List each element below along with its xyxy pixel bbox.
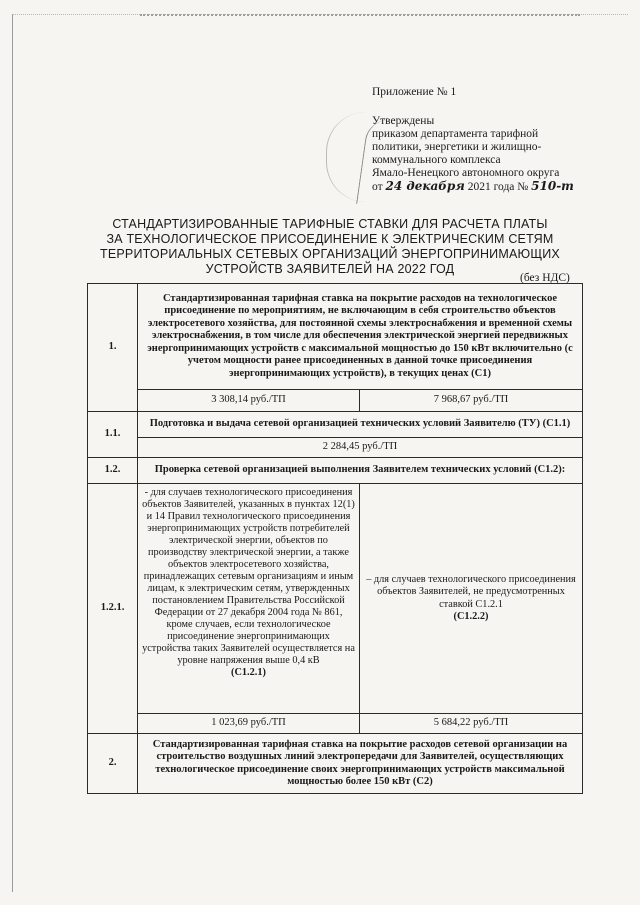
row-description: Стандартизированная тарифная ставка на покрытие расходов сетевой организации на строительство воздушных линий электропередачи для Заявителей, осуществляющих технологическое присоединение своих энергопринимающих устройств максимальной мощностью более 150 кВт (С2) — [138, 734, 583, 794]
date-suffix: 2021 года № — [467, 181, 529, 193]
title-line: ЗА ТЕХНОЛОГИЧЕСКОЕ ПРИСОЕДИНЕНИЕ К ЭЛЕКТРИЧЕСКИМ СЕТЯМ — [106, 232, 554, 246]
row-description: Подготовка и выдача сетевой организацией технических условий Заявителю (ТУ) (С1.1) — [138, 412, 583, 438]
title-line: УСТРОЙСТВ ЗАЯВИТЕЛЕЙ НА 2022 ГОД — [205, 262, 455, 276]
title-line: СТАНДАРТИЗИРОВАННЫЕ ТАРИФНЫЕ СТАВКИ ДЛЯ РАСЧЕТА ПЛАТЫ — [112, 217, 548, 231]
rate-value: 1 023,69 руб./ТП — [138, 714, 360, 734]
appendix-label: Приложение № 1 — [372, 86, 457, 98]
row-number: 2. — [88, 734, 138, 794]
row-number: 1.1. — [88, 412, 138, 458]
subcase-left — [138, 484, 360, 714]
rate-value: 5 684,22 руб./ТП — [360, 714, 583, 734]
document-title — [100, 217, 560, 277]
subcase-left-text: - для случаев технологического присоединения объектов Заявителей, указанных в пунктах 12(1) и 14 Правил технологического присоединения энергопринимающих устройств потребителей электрической энергии, объектов по производству электрической энергии, а также объектов электросетевого хозяйства, принадлежащих сетевым организациям и иным лицам, к электрическим сетям, утвержденных постановлением Правительства Российской Федерации от 27 декабря 2004 года № 861, кроме случаев, если технологическое присоединение энергопринимающих устройства таких Заявителей осуществляется на уровне напряжения выше 0,4 кВ — [142, 487, 355, 666]
table-row — [88, 412, 583, 438]
scan-noise — [140, 14, 580, 17]
rate-value: 2 284,45 руб./ТП — [138, 438, 583, 458]
approval-block — [372, 86, 622, 194]
table-row — [88, 458, 583, 484]
rate-value: 7 968,67 руб./ТП — [360, 390, 583, 412]
approval-line: приказом департамента тарифной — [372, 128, 539, 140]
table-row — [88, 438, 583, 458]
subcase-right — [360, 484, 583, 714]
table-row — [88, 734, 583, 794]
subcase-left-code: (С1.2.1) — [231, 667, 266, 678]
table-row — [88, 714, 583, 734]
row-description: Проверка сетевой организацией выполнения Заявителем технических условий (С1.2): — [138, 458, 583, 484]
tariff-table — [87, 283, 583, 794]
table-row — [88, 390, 583, 412]
date-prefix: от — [372, 181, 383, 193]
order-number-handwritten: 510-т — [531, 179, 574, 193]
approval-line: Ямало-Ненецкого автономного округа — [372, 167, 560, 179]
title-line: ТЕРРИТОРИАЛЬНЫХ СЕТЕВЫХ ОРГАНИЗАЦИЙ ЭНЕРГОПРИНИМАЮЩИХ — [100, 247, 560, 261]
row-description: Стандартизированная тарифная ставка на покрытие расходов на технологическое присоединение по мероприятиям, не включающим в себя строительство объектов электросетевого хозяйства, для постоянной схемы электроснабжения и временной схемы электроснабжения, в том числе для обеспечения электрической энергией передвижных энергопринимающих устройств с максимальной мощностью до 150 кВт включительно (с учетом мощности ранее присоединенных в данной точке присоединения энергопринимающих устройств), в текущих ценах (С1) — [138, 284, 583, 390]
approval-line: коммунального комплекса — [372, 154, 501, 166]
approval-line: Утверждены — [372, 115, 435, 127]
rate-value: 3 308,14 руб./ТП — [138, 390, 360, 412]
vat-note: (без НДС) — [520, 272, 570, 284]
approval-date-line — [372, 180, 622, 194]
row-number: 1.2. — [88, 458, 138, 484]
subcase-right-code: (С1.2.2) — [453, 611, 489, 622]
table-row — [88, 484, 583, 714]
row-number: 1.2.1. — [88, 484, 138, 734]
approval-line: политики, энергетики и жилищно- — [372, 141, 542, 153]
subcase-right-text: – для случаев технологического присоединения объектов Заявителей, не предусмотренных ставкой С1.2.1 — [366, 573, 576, 610]
date-handwritten: 24 декабря — [385, 179, 465, 193]
table-row — [88, 284, 583, 390]
row-number: 1. — [88, 284, 138, 412]
